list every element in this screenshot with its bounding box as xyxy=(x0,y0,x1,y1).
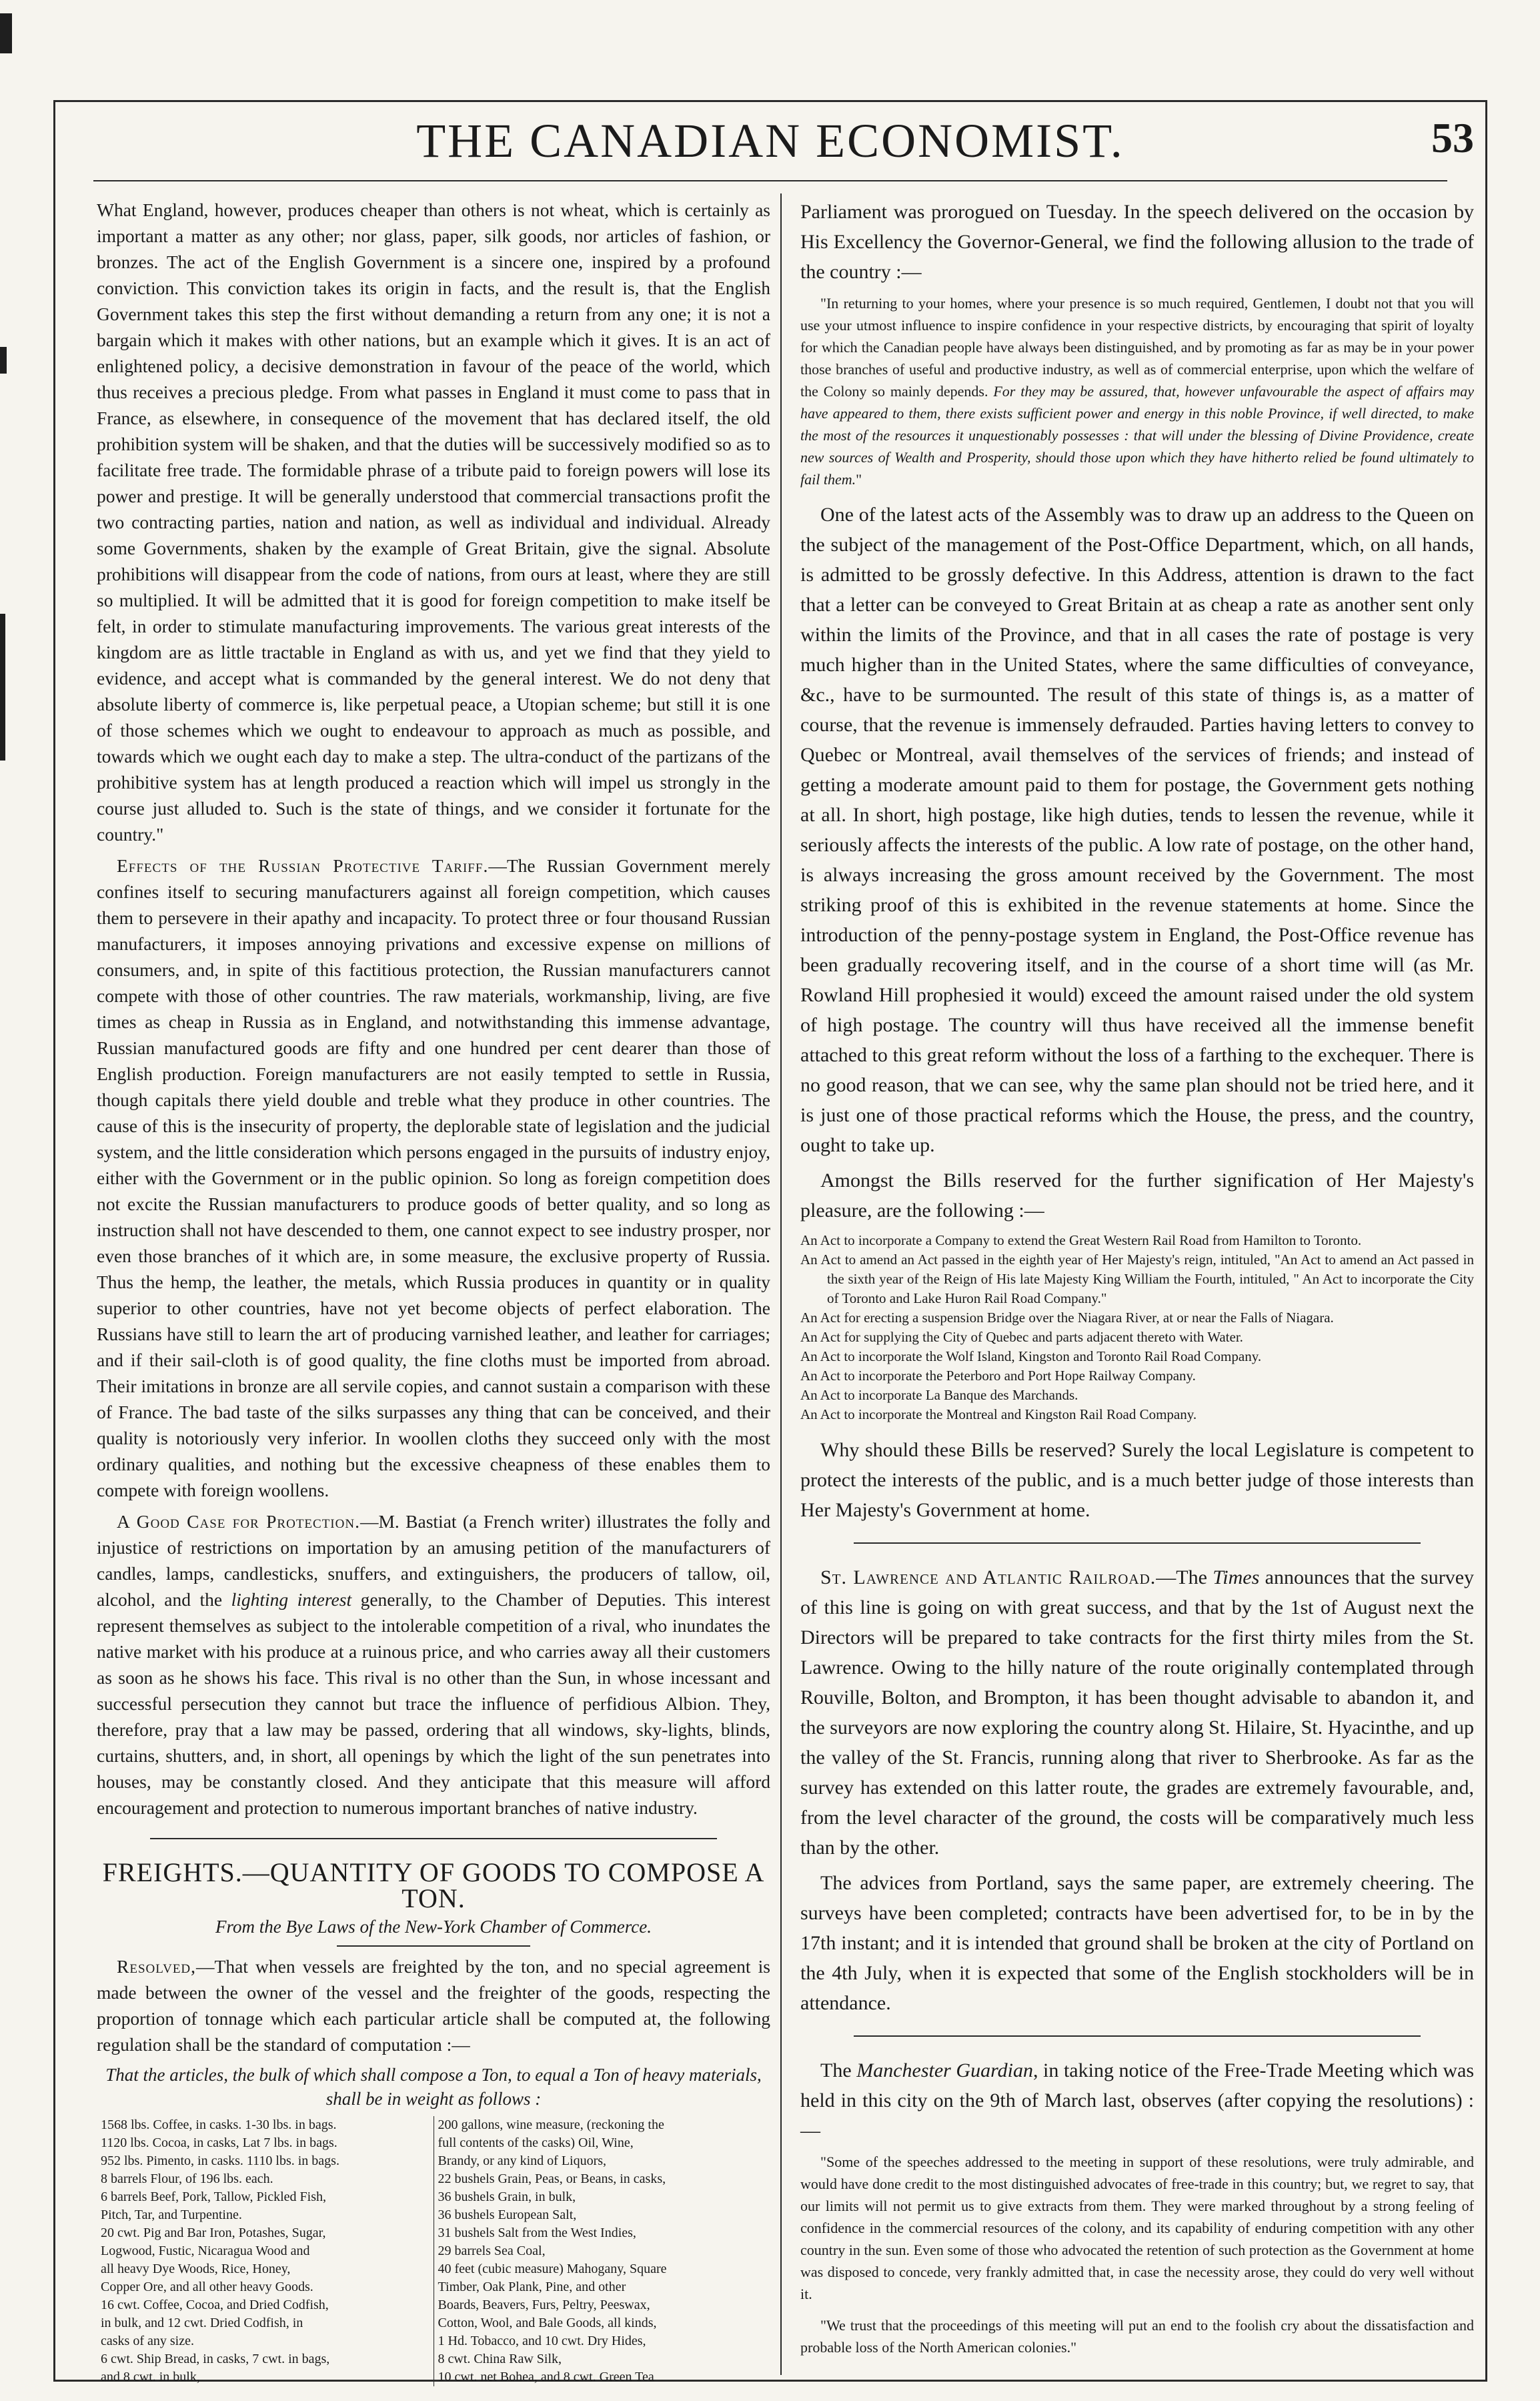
goods-table xyxy=(97,2116,770,2386)
railroad-article xyxy=(800,1562,1474,1863)
section-subtitle: From the Bye Laws of the New-York Chamber of Commerce. xyxy=(215,1917,652,1937)
article-heading: Effects of the Russian Protective Tariff. xyxy=(117,855,489,876)
list-item: 1568 lbs. Coffee, in casks. 1-30 lbs. in bags. xyxy=(101,2117,337,2132)
manchester-paragraph xyxy=(800,2055,1474,2145)
governor-speech-quote xyxy=(800,292,1474,490)
article-text: The xyxy=(820,2059,857,2081)
list-item: Cotton, Wool, and Bale Goods, all kinds, xyxy=(438,2316,657,2330)
list-item: Brandy, or any kind of Liquors, xyxy=(438,2153,607,2168)
list-item: Timber, Oak Plank, Pine, and other xyxy=(438,2280,626,2294)
section-separator xyxy=(854,1542,1421,1544)
column-divider xyxy=(780,193,782,2375)
masthead-rule xyxy=(93,180,1447,181)
list-item: casks of any size. xyxy=(101,2334,194,2348)
list-item: full contents of the casks) Oil, Wine, xyxy=(438,2135,634,2150)
scan-edge-mark xyxy=(0,347,7,374)
goods-caption: That the articles, the bulk of which shall compose a Ton, to equal a Ton of heavy materials, shall be in weight as follows : xyxy=(105,2065,762,2109)
list-item: in bulk, and 12 cwt. Dried Codfish, in xyxy=(101,2316,303,2330)
list-item: 1120 lbs. Cocoa, in casks, Lat 7 lbs. in bags. xyxy=(101,2135,337,2150)
left-column xyxy=(97,197,771,2384)
masthead xyxy=(53,107,1487,173)
short-rule xyxy=(337,1945,530,1947)
publication-title: THE CANADIAN ECONOMIST. xyxy=(416,114,1124,167)
list-item: 1 Hd. Tobacco, and 10 cwt. Dry Hides, xyxy=(438,2334,646,2348)
left-border xyxy=(53,100,55,2382)
list-item: An Act to amend an Act passed in the eighth year of Her Majesty's reign, intituled, "An Act to amend an Act passed in the sixth year of the Reign of His late Majesty King William the Fourth, intituled, " An Act to incorporate the City of Toronto and Lake Huron Rail Road Company." xyxy=(800,1252,1474,1306)
article-paragraph: Parliament was prorogued on Tuesday. In the speech delivered on the occasion by His Excellency the Governor-General, we find the following allusion to the trade of the country :— xyxy=(800,201,1474,283)
right-column xyxy=(800,197,1474,2372)
article-text: —The xyxy=(1156,1566,1213,1588)
article-italic: Times xyxy=(1213,1566,1260,1588)
section-title: FREIGHTS.—QUANTITY OF GOODS TO COMPOSE A TON. xyxy=(102,1857,765,1913)
list-item: 20 cwt. Pig and Bar Iron, Potashes, Sugar, xyxy=(101,2226,326,2240)
quote-close: " xyxy=(856,471,862,488)
section-separator xyxy=(150,1838,717,1839)
list-item: Pitch, Tar, and Turpentine. xyxy=(101,2208,242,2222)
bills-list xyxy=(800,1231,1474,1424)
manchester-quote: "Some of the speeches addressed to the meeting in support of these resolutions, were truly admirable, and would have done credit to the most distinguished advocates of free-trade in this country; but, we regret to say, that our limits will not permit us to give extracts from them. They were marked throughout by a strong feeling of confidence in the commercial resources of the colony, and its capability of enduring competition with any other country in the sun. Even some of those who advocated the retention of such protection as the Government at home was disposed to concede, very frankly admitted that, in case the necessity arose, they could do very well without it. xyxy=(800,2153,1474,2302)
list-item: An Act to incorporate the Wolf Island, Kingston and Toronto Rail Road Company. xyxy=(800,1348,1262,1364)
list-item: An Act to incorporate a Company to extend the Great Western Rail Road from Hamilton to Toronto. xyxy=(800,1232,1362,1248)
list-item: An Act for supplying the City of Quebec and parts adjacent thereto with Water. xyxy=(800,1329,1243,1345)
article-paragraph: What England, however, produces cheaper than others is not wheat, which is certainly as important a matter as any other; nor glass, paper, silk goods, nor articles of fashion, or bronzes. The act of the English Government is a sincere one, inspired by a profound conviction. This conviction takes its origin in facts, and the result is, that the English Government takes this step the first without demanding a return from any one; it is not a bargain which it makes with other nations, but an example which it gives. It is an act of enlightened policy, a decisive demonstration in favour of the peace of the world, which thus receives a precious pledge. From what passes in England it must come to pass that in France, as elsewhere, in consequence of the movement that has declared itself, the old prohibition system will be shaken, and that the duties will be successively modified so as to facilitate free trade. The formidable phrase of a tribute paid to foreign powers will lose its power and prestige. It will be generally understood that commercial transactions profit the two contracting parties, nation and nation, as well as individual and individual. Already some Governments, shaken by the example of Great Britain, give the signal. Absolute prohibitions will disappear from the code of nations, from ours at least, where they are still so multiplied. It will be admitted that it is good for foreign competition to make itself be felt, in order to stimulate manufacturing improvements. The various great interests of the kingdom are as little tractable in England as with us, and yet we find that they yield to evidence, and accept what is commanded by the general interest. We do not deny that absolute liberty of commerce is, like perpetual peace, a Utopian scheme; but still it is one of those schemes which we ought to endeavour to approach as much as possible, and towards which we ought each day to make a step. The ultra-conduct of the partizans of the prohibitive system has at length produced a reaction which will impel us strongly in the course just alluded to. Such is the state of things, and we consider it fortunate for the country." xyxy=(97,199,770,845)
right-border xyxy=(1485,100,1487,2382)
quote-text: "In returning to your homes, where your presence is so much required, Gentlemen, I doubt not that you will use your utmost influence to inspire confidence in your respective districts, by encouraging that spirit of loyalty for which the Canadian people have always been distinguished, and by promoting as far as may be in your power those branches of useful and productive industry, as well as of commercial enterprise, upon which the welfare of the Colony so mainly depends. xyxy=(800,295,1474,400)
resolved-text: —That when vessels are freighted by the ton, and no special agreement is made between the owner of the vessel and the freighter of the goods, respecting the proportion of tonnage which each particular article shall be computed at, the following regulation shall be the standard of computation :— xyxy=(97,1956,770,2055)
closing-quote: "We trust that the proceedings of this meeting will put an end to the foolish cry about the dissatisfaction and probable loss of the North American colonies." xyxy=(800,2317,1474,2356)
list-item: 6 cwt. Ship Bread, in casks, 7 cwt. in bags, xyxy=(101,2352,330,2366)
list-item: 10 cwt. net Bohea, and 8 cwt. Green Tea xyxy=(438,2370,654,2384)
list-item: 200 gallons, wine measure, (reckoning the xyxy=(438,2117,664,2132)
list-item: Boards, Beavers, Furs, Peltry, Peeswax, xyxy=(438,2298,650,2312)
article-italic: lighting interest xyxy=(231,1589,352,1610)
article-text: —The Russian Government merely confines itself to securing manufacturers against all foreign competition, which causes them to persevere in their apathy and incapacity. To protect three or four thousand Russian manufacturers, it imposes annoying privations and excessive expense on millions of consumers, and, in spite of this factitious protection, the Russian manufacturers cannot compete with those of other countries. The raw materials, workmanship, living, are five times as cheap in Russia as in England, and notwithstanding this immense advantage, Russian manufactured goods are fifty and one hundred per cent dearer than those of English production. Foreign manufacturers are not easily tempted to settle in Russia, though capitals there yield double and treble what they produce in other countries. The cause of this is the insecurity of property, the deplorable state of legislation and the judicial system, and the little consideration which persons engaged in the pursuits of industry enjoy, either with the Government or in the public opinion. So long as foreign competition does not excite the Russian manufacturers to produce goods of better quality, and so long as instruction shall not have descended to them, one cannot expect to see industry prosper, nor even those branches of it which are, in some measure, the exclusive property of Russia. Thus the hemp, the leather, the metals, which Russia produces in quantity or in quality superior to other countries, have not yet become objects of perfect elaboration. The Russians have still to learn the art of producing varnished leather, and leather for carriages; and if their sail-cloth is of good quality, the fine cloths must be imported from abroad. Their imitations in bronze are all servile copies, and cannot sustain a comparison with these of France. The bad taste of the silks surpasses any thing that can be conceived, and their quality is notoriously very inferior. In woollen cloths they succeed only with the most ordinary qualities, and nothing but the excessive cheapness of these enables them to compete with foreign woollens. xyxy=(97,855,771,1500)
quote-italic: For they may be assured, that, however unfavourable the aspect of affairs may have appeared to them, there exists sufficient power and energy in this noble Province, if well directed, to make the most of the resources it unquestionably possesses : that will under the blessing of Divine Providence, create new sources of Wealth and Prosperity, should those upon which they have hitherto relied be found ultimately to fail them. xyxy=(800,383,1474,488)
article-text: announces that the survey of this line is going on with great success, and that by the 1st of August next the Directors will be prepared to take contracts for the first thirty miles from the St. Lawrence. Owing to the hilly nature of the route originally contemplated through Rouville, Bolton, and Brompton, it has been thought advisable to abandon it, and the surveyors are now exploring the country along St. Hilaire, St. Hyacinthe, and up the valley of the St. Francis, running along that river to Sherbrooke. As far as the survey has extended on this latter route, the grades are extremely favourable, and, from the level character of the ground, the costs will be comparatively much less than by the other. xyxy=(800,1566,1475,1859)
article-heading: A Good Case for Protection. xyxy=(117,1511,360,1532)
resolved-paragraph xyxy=(97,1953,770,2057)
list-item: 952 lbs. Pimento, in casks. 1110 lbs. in bags. xyxy=(101,2153,339,2168)
list-item: 36 bushels Grain, in bulk, xyxy=(438,2190,576,2204)
list-item: all heavy Dye Woods, Rice, Honey, xyxy=(101,2262,291,2276)
list-item: 40 feet (cubic measure) Mahogany, Square xyxy=(438,2262,667,2276)
list-item: 16 cwt. Coffee, Cocoa, and Dried Codfish, xyxy=(101,2298,329,2312)
bills-comment: Why should these Bills be reserved? Surely the local Legislature is competent to protect the interests of the public, and is a much better judge of those interests than Her Majesty's Government at home. xyxy=(800,1439,1474,1521)
top-border xyxy=(53,100,1487,102)
list-item: Logwood, Fustic, Nicaragua Wood and xyxy=(101,2244,310,2258)
list-item: 8 barrels Flour, of 196 lbs. each. xyxy=(101,2172,273,2186)
section-separator xyxy=(854,2035,1421,2037)
post-office-paragraph: One of the latest acts of the Assembly was to draw up an address to the Queen on the subject of the management of the Post-Office Department, which, on all hands, is admitted to be grossly defective. In this Address, attention is drawn to the fact that a letter can be conveyed to Great Britain at as cheap a rate as another sent only within the limits of the Province, and that in all cases the rate of postage is very much higher than in the United States, where the same difficulties of conveyance, &c., have to be surmounted. The result of this state of things is, as a matter of course, that the revenue is immensely defrauded. Parties having letters to convey to Quebec or Montreal, avail themselves of the services of friends; and instead of getting a moderate amount paid to them for postage, the Government gets nothing at all. In short, high postage, like high duties, tends to lessen the revenue, while it seriously affects the interests of the public. A low rate of postage, on the other hand, is always increasing the gross amount received by the Government. The most striking proof of this is exhibited in the revenue statements at home. Since the introduction of the penny-postage system in England, the Post-Office revenue has been gradually recovering itself, and in the course of a short time will (as Mr. Rowland Hill prophesied it would) exceed the amount raised under the old system of high postage. The country will thus have received all the immense benefit attached to this great reform without the loss of a farthing to the exchequer. There is no good reason, that we can see, why the same plan should not be tried here, and it is just one of those practical reforms which the House, the press, and the country, ought to take up. xyxy=(800,504,1474,1156)
protection-article xyxy=(97,1508,770,1821)
list-item: 29 barrels Sea Coal, xyxy=(438,2244,546,2258)
article-text: —M. Bastiat (a French writer) illustrates the folly and injustice of restrictions on importation by an amusing petition of the manufacturers of candles, lamps, candlesticks, snuffers, and extinguishers, the producers of tallow, oil, alcohol, and the xyxy=(97,1511,770,1610)
article-text: , in taking notice of the Free-Trade Meeting which was held in this city on the 9th of March last, observes (after copying the resolutions) :— xyxy=(800,2059,1475,2141)
article-italic: Manchester Guardian xyxy=(856,2059,1033,2081)
scan-edge-mark xyxy=(0,13,12,53)
list-item: 31 bushels Salt from the West Indies, xyxy=(438,2226,636,2240)
list-item: 22 bushels Grain, Peas, or Beans, in casks, xyxy=(438,2172,666,2186)
goods-column-right xyxy=(434,2116,770,2386)
list-item: 6 barrels Beef, Pork, Tallow, Pickled Fish, xyxy=(101,2190,326,2204)
bills-intro: Amongst the Bills reserved for the further signification of Her Majesty's pleasure, are the following :— xyxy=(800,1169,1474,1222)
list-item: An Act for erecting a suspension Bridge over the Niagara River, at or near the Falls of Niagara. xyxy=(800,1310,1334,1326)
list-item: An Act to incorporate the Montreal and Kingston Rail Road Company. xyxy=(800,1406,1197,1422)
page-number: 53 xyxy=(1431,114,1474,161)
resolved-heading: Resolved, xyxy=(117,1956,197,1977)
list-item: 8 cwt. China Raw Silk, xyxy=(438,2352,562,2366)
list-item: An Act to incorporate La Banque des Marchands. xyxy=(800,1387,1078,1403)
russian-tariff-article xyxy=(97,853,770,1503)
list-item: 36 bushels European Salt, xyxy=(438,2208,577,2222)
article-heading: St. Lawrence and Atlantic Railroad. xyxy=(820,1566,1157,1588)
article-text: generally, to the Chamber of Deputies. This interest represent themselves as subject to the intolerable competition of a rival, who inundates the native market with his produce at a ruinous price, and who carries away all their customers as soon as he shows his face. This rival is no other than the Sun, in whose incessant and successful persecution they cannot but trace the influence of perfidious Albion. They, therefore, pray that a law may be passed, ordering that all windows, sky-lights, blinds, curtains, shutters, and, in short, all openings by which the light of the sun penetrates into houses, may be constantly closed. And they anticipate that this measure will afford encouragement and protection to numerous important branches of native industry. xyxy=(97,1589,771,1818)
list-item: An Act to incorporate the Peterboro and Port Hope Railway Company. xyxy=(800,1368,1196,1384)
scan-edge-mark xyxy=(0,614,5,761)
portland-paragraph: The advices from Portland, says the same paper, are extremely cheering. The surveys have been completed; contracts have been advertised for, to be in by the 17th instant; and it is intended that ground shall be broken at the city of Portland on the 4th July, when it is expected that some of the English stockholders will be in attendance. xyxy=(800,1872,1474,2014)
list-item: and 8 cwt. in bulk, xyxy=(101,2370,200,2384)
goods-column-left xyxy=(97,2116,434,2386)
list-item: Copper Ore, and all other heavy Goods. xyxy=(101,2280,313,2294)
